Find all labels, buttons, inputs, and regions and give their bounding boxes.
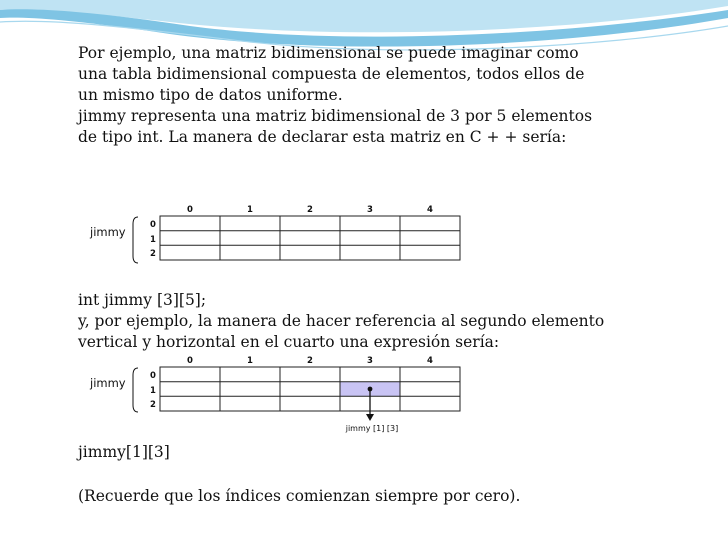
column-index-label: 2 — [307, 205, 313, 215]
row-index-label: 0 — [150, 220, 156, 230]
text-line: jimmy representa una matriz bidimensional de 3 por 5 elementos — [78, 107, 593, 125]
row-index-label: 1 — [150, 386, 156, 396]
column-index-label: 3 — [367, 356, 373, 366]
highlighted-cell — [340, 382, 400, 397]
declaration-paragraph — [78, 290, 718, 353]
column-index-label: 4 — [427, 205, 433, 215]
code-line: jimmy[1][3] — [78, 443, 170, 461]
array-name-label: jimmy — [90, 376, 126, 390]
code-line: int jimmy [3][5]; — [78, 291, 207, 309]
column-index-label: 3 — [367, 205, 373, 215]
matrix-grid — [160, 216, 460, 260]
row-index-label: 0 — [150, 371, 156, 381]
text-line: un mismo tipo de datos uniforme. — [78, 86, 343, 104]
text-line: vertical y horizontal en el cuarto una expresión sería: — [78, 333, 500, 351]
array-name-label: jimmy — [90, 225, 126, 239]
intro-paragraph — [78, 43, 718, 148]
column-index-label: 2 — [307, 356, 313, 366]
column-index-label: 1 — [247, 356, 253, 366]
column-index-label: 1 — [247, 205, 253, 215]
text-line: de tipo int. La manera de declarar esta matriz en C + + sería: — [78, 128, 567, 146]
row-index-label: 2 — [150, 249, 156, 259]
text-line: (Recuerde que los índices comienzan siempre por cero). — [78, 487, 521, 505]
code-example — [78, 442, 718, 463]
reference-arrow — [366, 387, 374, 421]
column-index-label: 0 — [187, 356, 193, 366]
text-line: y, por ejemplo, la manera de hacer referencia al segundo elemento — [78, 312, 605, 330]
column-index-label: 4 — [427, 356, 433, 366]
row-index-label: 1 — [150, 235, 156, 245]
column-index-label: 0 — [187, 205, 193, 215]
row-index-label: 2 — [150, 400, 156, 410]
element-reference-label: jimmy [1] [3] — [345, 424, 399, 433]
text-line: Por ejemplo, una matriz bidimensional se puede imaginar como — [78, 44, 579, 62]
text-line: una tabla bidimensional compuesta de elementos, todos ellos de — [78, 65, 585, 83]
matrix-grid — [160, 367, 460, 411]
note-paragraph — [78, 486, 718, 507]
